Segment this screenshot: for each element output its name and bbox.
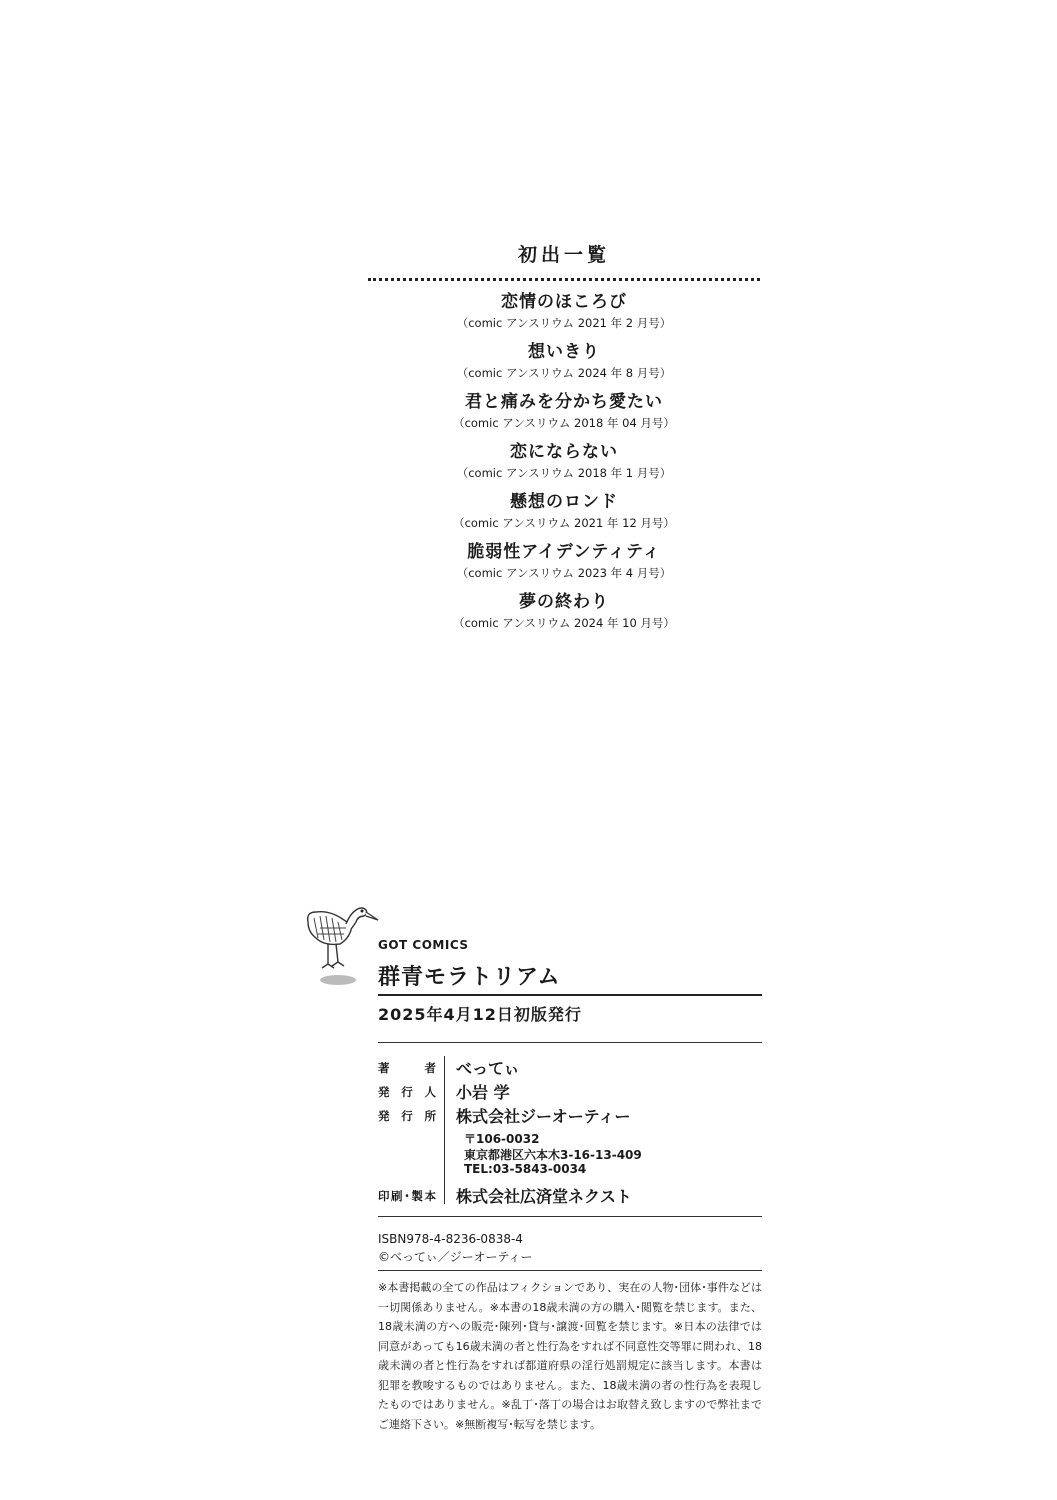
publication-date: 2025年4月12日初版発行 <box>378 1005 582 1024</box>
credit-row-author <box>378 1056 762 1080</box>
toc-entry <box>368 339 760 389</box>
printer-name: 株式会社広済堂ネクスト <box>456 1187 632 1206</box>
author-name: べってぃ <box>456 1059 520 1078</box>
story-source: （comic アンスリウム 2021 年 12 月号） <box>453 516 675 530</box>
copyright: ©べってぃ／ジーオーティー <box>378 1250 533 1264</box>
dotted-divider <box>368 278 760 281</box>
story-title: 夢の終わり <box>519 592 609 612</box>
credit-row-company <box>378 1104 762 1128</box>
toc-entry <box>368 439 760 489</box>
company-name: 株式会社ジーオーティー <box>456 1107 631 1126</box>
telephone: TEL:03-5843-0034 <box>464 1162 587 1176</box>
isbn-block <box>378 1230 533 1266</box>
author-label: 著者 <box>378 1061 436 1075</box>
story-source: （comic アンスリウム 2023 年 4 月号） <box>456 566 672 580</box>
bird-logo-icon <box>300 898 380 990</box>
story-source: （comic アンスリウム 2024 年 8 月号） <box>456 366 672 380</box>
publisher-label: 発行人 <box>378 1085 436 1099</box>
publisher-name: 小岩 学 <box>456 1083 510 1102</box>
address: 東京都港区六本木3-16-13-409 <box>464 1148 642 1162</box>
divider <box>378 1216 762 1217</box>
story-title: 君と痛みを分かち愛たい <box>465 392 663 412</box>
divider <box>378 1042 762 1043</box>
series-name: GOT COMICS <box>378 938 469 952</box>
story-source: （comic アンスリウム 2024 年 10 月号） <box>453 616 675 630</box>
legal-notice: ※本書掲載の全ての作品はフィクションであり、実在の人物･団体･事件などは一切関係ありません。※本書の18歳未満の方の購入･閲覧を禁じます。また、18歳未満の方への販売･陳列･貸与･譲渡･回覧を禁じます。※日本の法律では同意があっても16歳未満の者と性行為をすれば不同意性交等罪に問われ、18歳未満の者と性行為をすれば都道府県の淫行処罰規定に該当します。本書は犯罪を教唆するものではありません。また、18歳未満の者の性行為を表現したものではありません。※乱丁･落丁の場合はお取替え致しますので弊社までご連絡下さい。※無断複写･転写を禁じます。 <box>378 1281 762 1431</box>
story-title: 想いきり <box>528 342 600 362</box>
toc-entry <box>368 389 760 439</box>
story-title: 脆弱性アイデンティティ <box>467 542 661 562</box>
credit-row-publisher <box>378 1080 762 1104</box>
story-title: 恋にならない <box>510 442 618 462</box>
credits-table <box>378 1056 762 1206</box>
printer-label: 印刷･製本 <box>378 1189 436 1203</box>
toc-entry <box>368 289 760 339</box>
title-divider <box>378 994 762 996</box>
toc-title: 初出一覧 <box>517 244 610 266</box>
book-title: 群青モラトリアム <box>378 965 561 990</box>
isbn: ISBN978-4-8236-0838-4 <box>378 1232 523 1246</box>
story-title: 恋情のほころび <box>501 292 627 312</box>
story-source: （comic アンスリウム 2018 年 04 月号） <box>453 416 675 430</box>
postal-code: 〒106-0032 <box>464 1132 540 1146</box>
story-title: 懸想のロンド <box>510 492 618 512</box>
toc-entry <box>368 539 760 589</box>
credit-row-printer <box>378 1184 762 1208</box>
story-source: （comic アンスリウム 2021 年 2 月号） <box>456 316 672 330</box>
toc-entry <box>368 489 760 539</box>
story-source: （comic アンスリウム 2018 年 1 月号） <box>456 466 672 480</box>
first-appearance-list <box>368 238 760 639</box>
divider <box>378 1270 762 1271</box>
toc-entry <box>368 589 760 639</box>
company-label: 発行所 <box>378 1109 436 1123</box>
